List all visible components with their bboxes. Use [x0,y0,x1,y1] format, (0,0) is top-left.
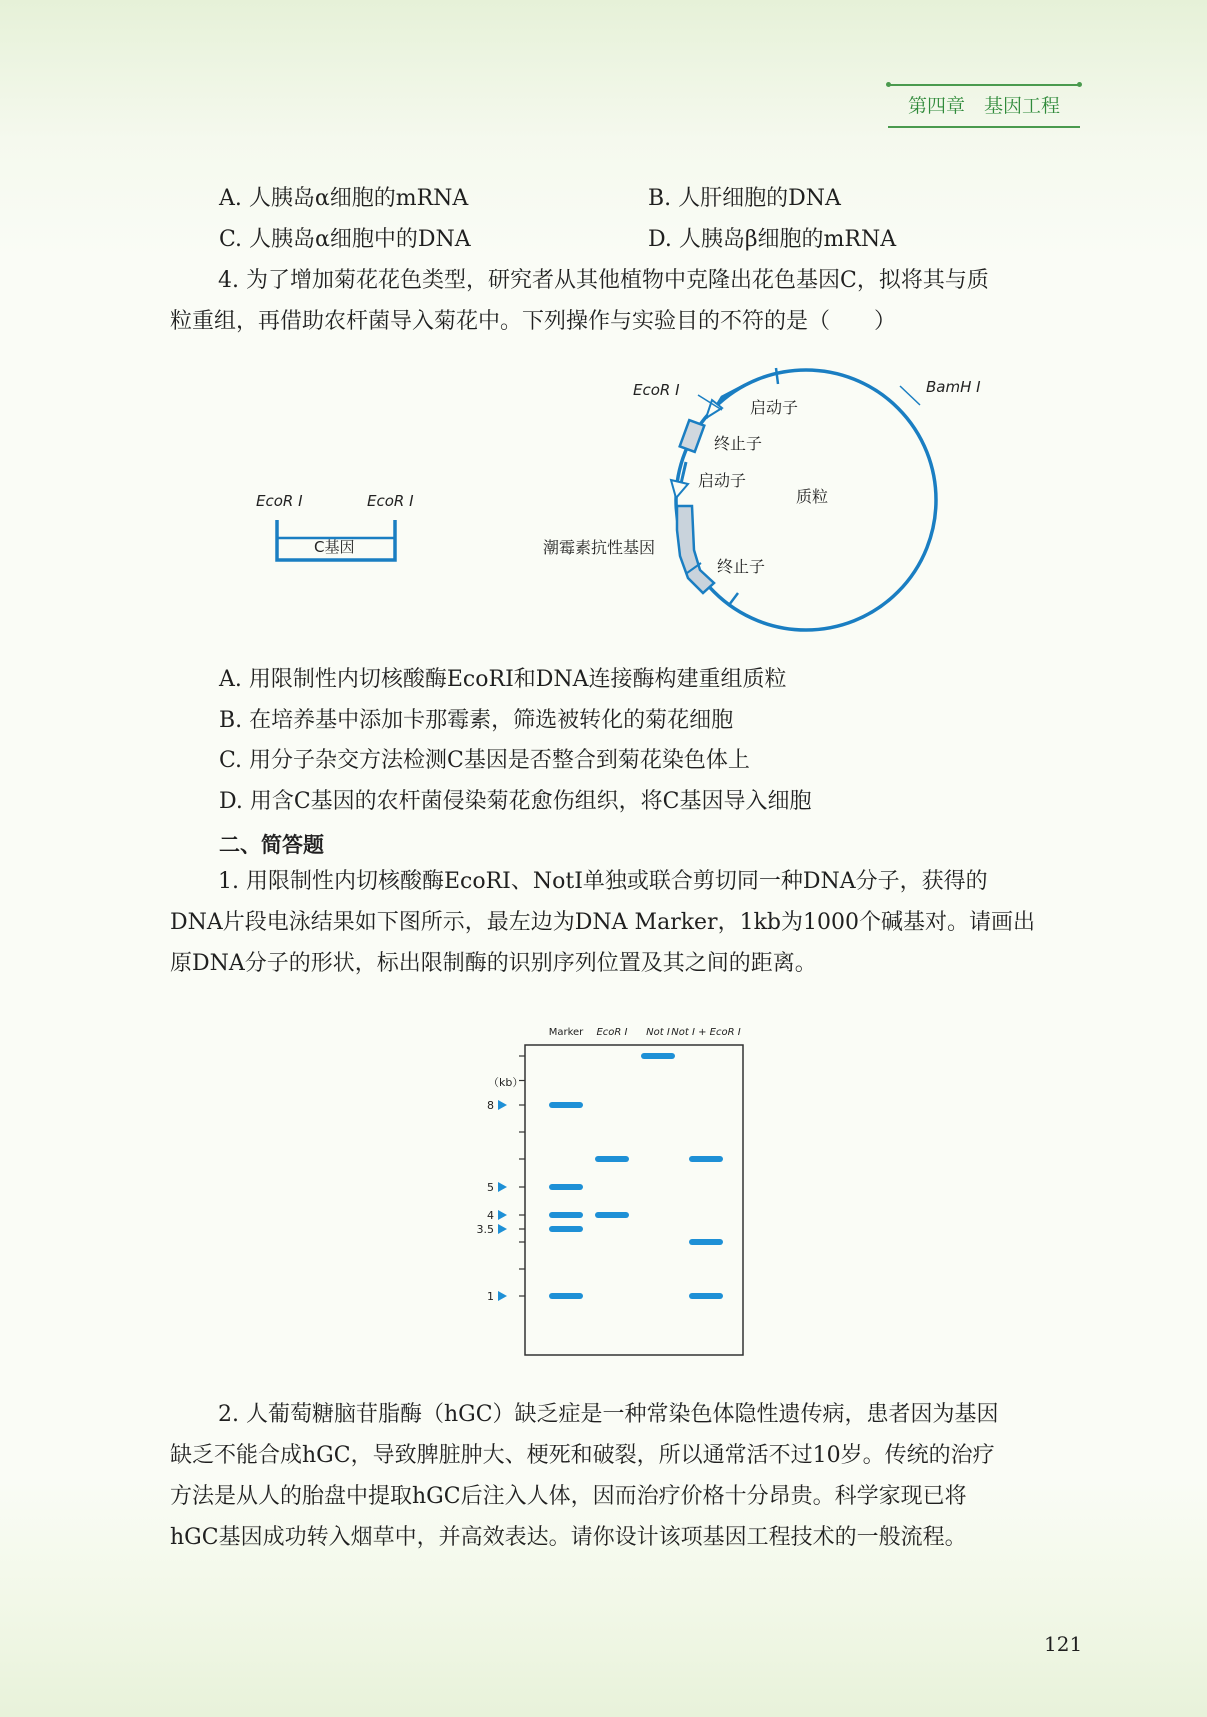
plasmid-label: 质粒 [796,487,829,506]
terminator-2-label: 终止子 [717,557,766,576]
s2-q2-line-2: 缺乏不能合成hGC，导致脾脏肿大、梗死和破裂，所以通常活不过10岁。传统的治疗 [170,1443,995,1468]
gel-marker-label: 5 [487,1181,494,1194]
gel-band [549,1184,583,1190]
q4-option-d: D. 用含C基因的农杆菌侵染菊花愈伤组织，将C基因导入细胞 [219,789,812,814]
resistance-gene-label: 潮霉素抗性基因 [543,538,656,557]
gel-band [641,1053,675,1059]
q4-option-c: C. 用分子杂交方法检测C基因是否整合到菊花染色体上 [219,748,750,773]
gel-band [689,1239,723,1245]
s2-q1-line-1: 1. 用限制性内切核酸酶EcoRⅠ、NotⅠ单独或联合剪切同一种DNA分子，获得的 [218,869,988,894]
gel-marker-label: 4 [487,1209,494,1222]
gene-left-enzyme-label: EcoR Ⅰ [256,492,303,510]
chapter-header: 第四章 基因工程 [888,84,1080,128]
q4-stem [170,260,1078,342]
gel-marker-arrow [498,1100,507,1110]
c-gene-label: C基因 [314,538,355,556]
gene-right-enzyme-label: EcoR Ⅰ [367,492,414,510]
q3-option-d: D. 人胰岛β细胞的mRNA [648,227,897,252]
q3-option-b: B. 人肝细胞的DNA [648,186,841,211]
gel-marker-label: 3.5 [476,1223,494,1236]
terminator-1-label: 终止子 [714,434,763,453]
gel-marker-label: 8 [487,1099,494,1112]
gel-lane-label: Marker [548,1027,584,1038]
gel-lane-label: Not Ⅰ + EcoR Ⅰ [671,1027,741,1038]
promoter-1-label: 启动子 [750,398,799,417]
ecori-site-label: EcoR Ⅰ [633,381,680,399]
section-heading: 二、简答题 [219,833,324,857]
s2-q1-line-3: 原DNA分子的形状，标出限制酶的识别序列位置及其之间的距离。 [170,951,817,976]
promoter-2-label: 启动子 [698,471,747,490]
page-number: 121 [1044,1632,1083,1656]
gel-unit-label: （kb） [488,1076,524,1089]
gel-frame [525,1045,743,1355]
gel-band [689,1156,723,1162]
q4-option-a: A. 用限制性内切核酸酶EcoRⅠ和DNA连接酶构建重组质粒 [219,667,787,692]
s2-q2-stem [170,1394,1078,1558]
bamhi-site-label: BamH Ⅰ [926,378,981,396]
gel-band [595,1212,629,1218]
s2-q1-stem [170,861,1078,984]
q4-stem-line-2: 粒重组，再借助农杆菌导入菊花中。下列操作与实验目的不符的是（ ） [170,309,897,334]
gel-marker-arrow [498,1182,507,1192]
gel-marker-label: 1 [487,1290,494,1303]
gel-band [549,1226,583,1232]
gel-marker-arrow [498,1210,507,1220]
plasmid-diagram [0,350,1207,640]
q4-stem-line-1: 4. 为了增加菊花花色类型，研究者从其他植物中克隆出花色基因C，拟将其与质 [218,268,989,293]
gel-marker-arrow [498,1224,507,1234]
gel-band [549,1293,583,1299]
gel-band [595,1156,629,1162]
gel-band [549,1212,583,1218]
gel-marker-arrow [498,1291,507,1301]
q4-option-b: B. 在培养基中添加卡那霉素，筛选被转化的菊花细胞 [219,708,734,733]
gel-lane-label: Not Ⅰ [646,1027,670,1038]
gel-electrophoresis-chart [470,1015,770,1365]
q3-option-c: C. 人胰岛α细胞中的DNA [219,227,471,252]
s2-q2-line-3: 方法是从人的胎盘中提取hGC后注入人体，因而治疗价格十分昂贵。科学家现已将 [170,1484,967,1509]
s2-q2-line-1: 2. 人葡萄糖脑苷脂酶（hGC）缺乏症是一种常染色体隐性遗传病，患者因为基因 [218,1402,999,1427]
q3-option-a: A. 人胰岛α细胞的mRNA [219,186,469,211]
gel-band [549,1102,583,1108]
gel-band [689,1293,723,1299]
s2-q1-line-2: DNA片段电泳结果如下图所示，最左边为DNA Marker，1kb为1000个碱基对。请画出 [170,910,1035,935]
c-gene-fragment [256,492,414,560]
s2-q2-line-4: hGC基因成功转入烟草中，并高效表达。请你设计该项基因工程技术的一般流程。 [170,1525,967,1550]
gel-lane-label: EcoR Ⅰ [596,1027,628,1038]
